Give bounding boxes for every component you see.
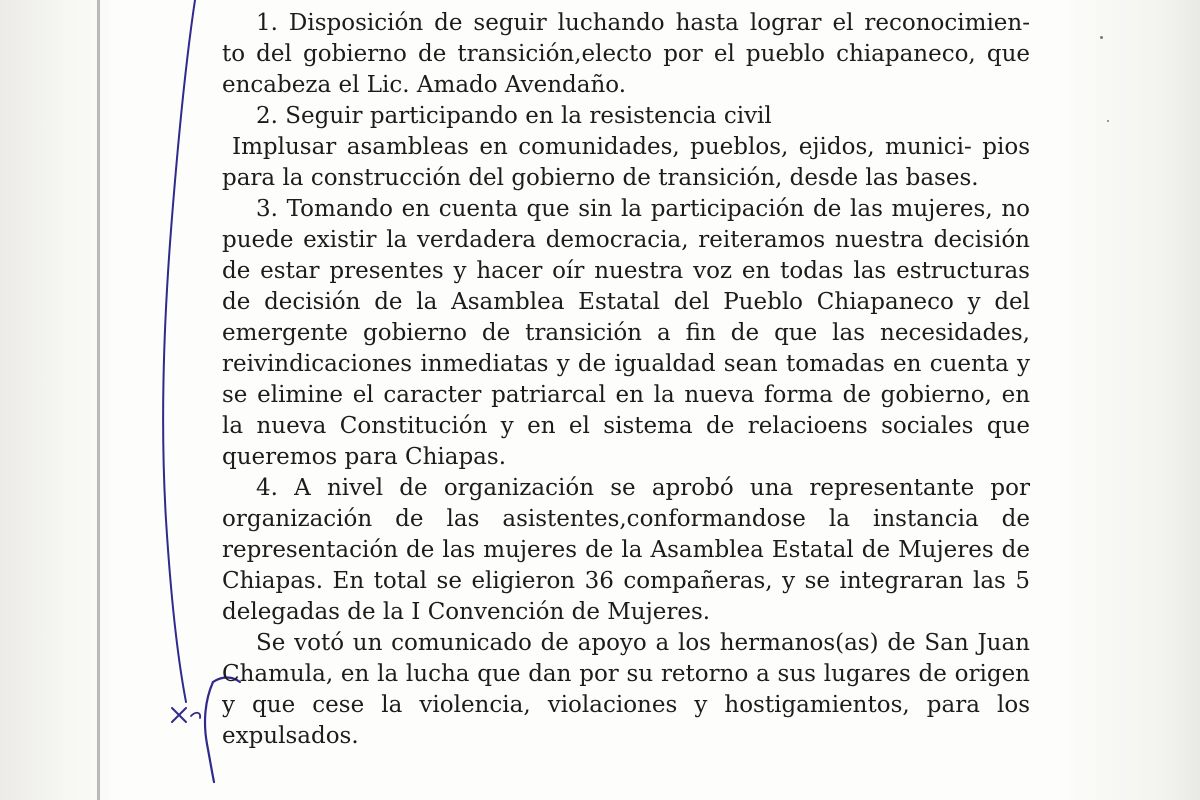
scan-speck (1107, 120, 1109, 122)
text-line: organización de las asistentes,conformandose la instancia de (222, 506, 1030, 532)
text-line: forma de gobierno, en la nueva Constitución y en el sistema de (222, 382, 1031, 439)
text-line: de Chiapas. En total se eligieron 36 compañeras, y se integraran (222, 537, 1031, 594)
document-body (222, 8, 1030, 752)
text-line: representación de las mujeres de la Asamblea Estatal de Mujeres (222, 537, 994, 563)
paragraph-item-5 (222, 628, 1030, 752)
right-margin (1070, 0, 1200, 800)
text-line: Se votó un comunicado de apoyo a los hermanos(as) de San (256, 630, 969, 656)
text-line: 2. Seguir participando en la resistencia civil (256, 103, 772, 129)
text-line: Chiapaneco y del emergente gobierno de transición a fin de que las (222, 289, 1031, 346)
paragraph-item-1 (222, 8, 1030, 101)
left-binding-margin (0, 0, 110, 800)
text-line: pios para la construcción del gobierno de transición, desde las (222, 134, 1030, 191)
paragraph-item-2-heading (222, 101, 1030, 132)
paragraph-item-2-body (222, 132, 1030, 194)
text-line: necesidades, reivindicaciones inmediatas y de igualdad sean (222, 320, 1030, 377)
text-line: para los expulsados. (222, 692, 1030, 749)
text-line: no puede existir la verdadera democracia, reiteramos nuestra (222, 196, 1030, 253)
text-line: Juan Chamula, en la lucha que dan por su retorno a sus lugares (222, 630, 1030, 687)
text-line: encabeza el Lic. Amado Avendaño. (222, 72, 627, 98)
text-line: Implusar asambleas en comunidades, pueblos, ejidos, munici- (232, 134, 972, 160)
text-line: 4. A nivel de organización se aprobó una representante por (256, 475, 1030, 501)
paragraph-item-3 (222, 194, 1030, 473)
text-line: las 5 delegadas de la I Convención de Mujeres. (222, 568, 1030, 625)
text-line: tomadas en cuenta y se elimine el caracter patriarcal en la nueva (222, 351, 1030, 408)
text-line: 1. Disposición de seguir luchando hasta lograr el reconocimien- (256, 10, 1030, 36)
text-line: estructuras de decisión de la Asamblea Estatal del Pueblo (222, 258, 1030, 315)
scan-speck (1100, 36, 1103, 39)
text-line: de origen y que cese la violencia, violaciones y hostigamientos, (222, 661, 1030, 718)
text-line: to del gobierno de transición,electo por el pueblo chiapaneco, que (222, 41, 1030, 67)
text-line: bases. (905, 165, 979, 191)
paragraph-item-4 (222, 473, 1030, 628)
page-edge-line (97, 0, 100, 800)
text-line: decisión de estar presentes y hacer oír nuestra voz en todas las (222, 227, 1030, 284)
text-line: relacioens sociales que queremos para Chiapas. (222, 413, 1030, 470)
text-line: 3. Tomando en cuenta que sin la participación de las mujeres, (256, 196, 993, 222)
